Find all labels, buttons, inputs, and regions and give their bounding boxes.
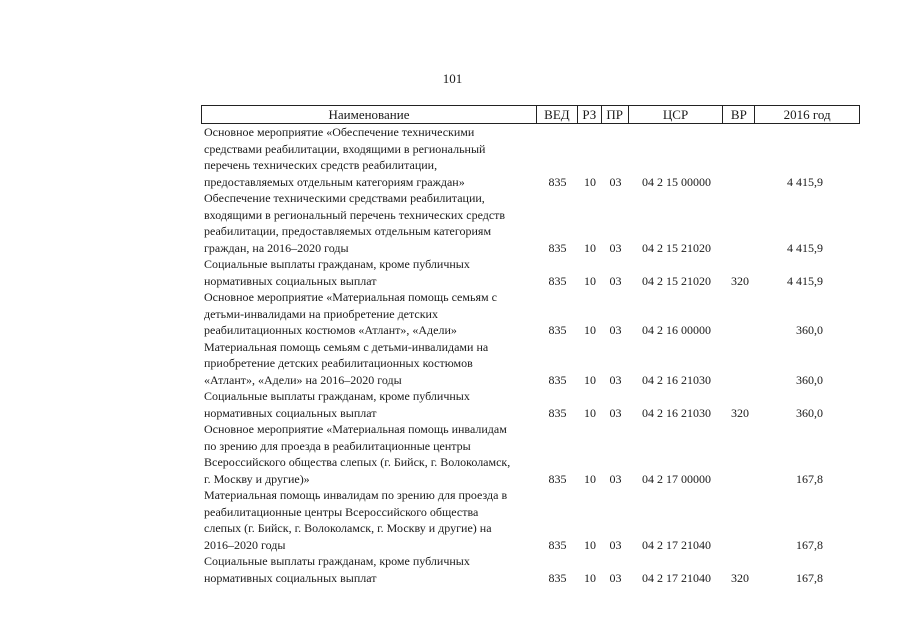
row-vr: 320 — [731, 405, 749, 420]
row-name-line: реабилитации, предоставляемых отдельным категориям — [204, 224, 492, 238]
row-vr — [724, 124, 756, 190]
row-name-line: Основное мероприятие «Материальная помощь семьям с — [204, 290, 497, 304]
row-ved: 835 — [548, 405, 567, 420]
row-name — [201, 553, 537, 586]
row-vr — [724, 339, 756, 389]
row-name-line: Социальные выплаты гражданам, кроме публичных — [204, 554, 470, 568]
header-pr: ПР — [602, 106, 629, 123]
row-name — [201, 256, 537, 289]
row-name-line: приобретение детских реабилитационных костюмов — [204, 356, 473, 370]
header-year: 2016 год — [783, 106, 831, 122]
row-value: 360,0 — [796, 405, 823, 420]
row-name-line: Материальная помощь инвалидам по зрению для проезда в — [204, 488, 508, 502]
row-name-line: граждан, на 2016–2020 годы — [204, 240, 349, 255]
row-name-line: средствами реабилитации, входящими в региональный — [204, 141, 486, 156]
row-value: 360,0 — [796, 323, 823, 337]
row-rz: 10 — [584, 405, 596, 420]
row-name-line: детьми-инвалидами на приобретение детских — [204, 306, 438, 321]
row-name-line: входящими в региональный перечень технических средств — [204, 207, 506, 222]
row-value: 4 415,9 — [787, 240, 823, 255]
row-name-line: Обеспечение техническими средствами реабилитации, — [204, 191, 485, 205]
header-csr: ЦСР — [629, 106, 724, 123]
table-row — [201, 124, 860, 190]
row-vr: 320 — [731, 273, 749, 288]
row-name — [201, 388, 537, 421]
table-row — [201, 190, 860, 256]
row-pr: 03 — [609, 570, 622, 585]
row-csr: 04 2 17 00000 — [642, 471, 711, 486]
row-name-line: г. Москву и другие)» — [204, 471, 310, 486]
header-ved: ВЕД — [537, 106, 578, 123]
header-rz: РЗ — [578, 106, 602, 123]
row-name-line: реабилитационные центры Всероссийского общества — [204, 504, 479, 519]
row-rz: 10 — [584, 240, 596, 255]
row-rz: 10 — [584, 323, 596, 337]
row-ved: 835 — [548, 537, 567, 552]
table-row — [201, 421, 860, 487]
row-rz: 10 — [584, 273, 596, 288]
row-csr: 04 2 17 21040 — [642, 570, 711, 585]
row-name-line: нормативных социальных выплат — [204, 273, 377, 288]
row-csr: 04 2 15 00000 — [642, 174, 711, 189]
table-header — [201, 105, 860, 124]
row-name-line: реабилитационных костюмов «Атлант», «Адели» — [204, 323, 457, 337]
table-row — [201, 487, 860, 553]
row-name-line: 2016–2020 годы — [204, 537, 286, 552]
row-pr: 03 — [609, 273, 622, 288]
row-value: 360,0 — [796, 372, 823, 387]
row-rz: 10 — [584, 537, 596, 552]
row-value: 4 415,9 — [787, 273, 823, 288]
row-csr: 04 2 15 21020 — [642, 240, 711, 255]
row-name-line: Основное мероприятие «Обеспечение техническими — [204, 125, 475, 139]
row-ved: 835 — [548, 372, 567, 387]
header-name: Наименование — [202, 106, 537, 123]
row-pr: 03 — [609, 372, 622, 387]
row-name-line: Социальные выплаты гражданам, кроме публичных — [204, 257, 470, 271]
table-row — [201, 339, 860, 389]
row-name-line: Социальные выплаты гражданам, кроме публичных — [204, 389, 470, 403]
row-name-line: слепых (г. Бийск, г. Волоколамск, г. Москву и другие) на — [204, 521, 492, 535]
row-rz: 10 — [584, 471, 596, 486]
table-row — [201, 553, 860, 586]
row-csr: 04 2 16 21030 — [642, 372, 711, 387]
row-pr: 03 — [609, 471, 622, 486]
row-pr: 03 — [609, 323, 622, 337]
row-name — [201, 339, 537, 389]
table-row — [201, 388, 860, 421]
row-vr — [724, 421, 756, 487]
row-ved: 835 — [548, 570, 567, 585]
row-name-line: предоставляемых отдельным категориям граждан» — [204, 174, 465, 189]
row-vr: 320 — [731, 570, 749, 585]
table-body — [201, 124, 860, 586]
row-ved: 835 — [548, 471, 567, 486]
row-rz: 10 — [584, 570, 596, 585]
row-pr: 03 — [609, 537, 622, 552]
row-ved: 835 — [548, 240, 567, 255]
row-name-line: по зрению для проезда в реабилитационные центры — [204, 438, 471, 453]
row-vr — [724, 289, 756, 339]
row-pr: 03 — [609, 174, 622, 189]
header-vr: ВР — [723, 106, 755, 123]
row-ved: 835 — [548, 174, 567, 189]
row-name-line: нормативных социальных выплат — [204, 570, 377, 585]
row-value: 167,8 — [796, 537, 823, 552]
row-name — [201, 421, 537, 487]
row-csr: 04 2 17 21040 — [642, 537, 711, 552]
table-row — [201, 289, 860, 339]
row-vr — [724, 487, 756, 553]
row-value: 4 415,9 — [787, 174, 823, 189]
row-pr: 03 — [609, 405, 622, 420]
row-name-line: Основное мероприятие «Материальная помощь инвалидам — [204, 422, 507, 436]
row-value: 167,8 — [796, 471, 823, 486]
row-ved: 835 — [548, 273, 567, 288]
row-name-line: «Атлант», «Адели» на 2016–2020 годы — [204, 372, 402, 387]
budget-table — [201, 105, 860, 586]
row-csr: 04 2 15 21020 — [642, 273, 711, 288]
row-name — [201, 124, 537, 190]
row-csr: 04 2 16 00000 — [642, 323, 711, 337]
row-name-line: Всероссийского общества слепых (г. Бийск, г. Волоколамск, — [204, 455, 511, 469]
row-name-line: нормативных социальных выплат — [204, 405, 377, 420]
row-name-line: перечень технических средств реабилитации, — [204, 158, 438, 172]
row-rz: 10 — [584, 174, 596, 189]
row-pr: 03 — [609, 240, 622, 255]
table-row — [201, 256, 860, 289]
row-value: 167,8 — [796, 570, 823, 585]
row-name-line: Материальная помощь семьям с детьми-инвалидами на — [204, 339, 489, 354]
row-csr: 04 2 16 21030 — [642, 405, 711, 420]
row-name — [201, 487, 537, 553]
row-rz: 10 — [584, 372, 596, 387]
row-vr — [724, 190, 756, 256]
row-name — [201, 190, 537, 256]
row-ved: 835 — [548, 323, 567, 337]
row-name — [201, 289, 537, 339]
page-number: 101 — [442, 71, 463, 86]
